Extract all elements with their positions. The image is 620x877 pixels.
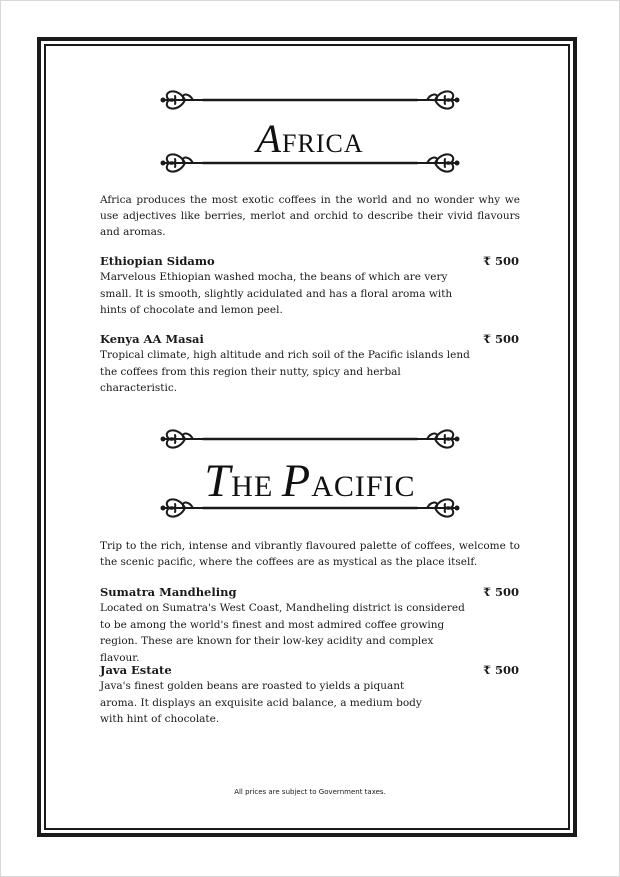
item-desc-ethiopian-sidamo: Marvelous Ethiopian washed mocha, the beans of which are very small. It is smooth, slightly acidulated and has a floral aroma with hints of chocolate and lemon peel. [100,271,453,316]
divider-ornament-africa-bottom [155,148,465,178]
divider-ornament-pacific-top [155,424,465,454]
section-title-the-pacific: THE PACIFIC [204,456,416,507]
item-desc-kenya-aa-masai: Tropical climate, high altitude and rich soil of the Pacific islands lend the coffees from this region their nutty, spicy and herbal characteristic. [100,349,470,394]
divider-ornament-pacific-bottom [155,493,465,523]
item-name-sumatra-mandheling: Sumatra Mandheling [100,585,237,599]
item-price-sumatra-mandheling: ₹ 500 [482,585,519,599]
item-price-ethiopian-sidamo: ₹ 500 [482,254,519,268]
section-title-africa: AFRICA [256,116,364,161]
price-disclaimer: All prices are subject to Government taxes. [234,788,386,796]
item-name-java-estate: Java Estate [100,663,172,677]
item-price-java-estate: ₹ 500 [482,663,519,677]
item-name-ethiopian-sidamo: Ethiopian Sidamo [100,254,215,268]
divider-ornament-africa-top [155,85,465,115]
item-desc-sumatra-mandheling: Located on Sumatra's West Coast, Mandheling district is considered to be among the world's finest and most admired coffee growing region. These are known for their low-key acidity and complex flavour. [100,602,465,664]
item-price-kenya-aa-masai: ₹ 500 [482,332,519,346]
item-desc-java-estate: Java's finest golden beans are roasted to yields a piquant aroma. It displays an exquisite acid balance, a medium body with hint of chocolate. [100,680,422,725]
africa-intro: Africa produces the most exotic coffees in the world and no wonder why we use adjectives like berries, merlot and orchid to describe their vivid flavours and aromas. [100,194,520,238]
pacific-intro: Trip to the rich, intense and vibrantly flavoured palette of coffees, welcome to the scenic pacific, where the coffees are as mystical as the place itself. [100,540,520,568]
item-name-kenya-aa-masai: Kenya AA Masai [100,332,204,346]
